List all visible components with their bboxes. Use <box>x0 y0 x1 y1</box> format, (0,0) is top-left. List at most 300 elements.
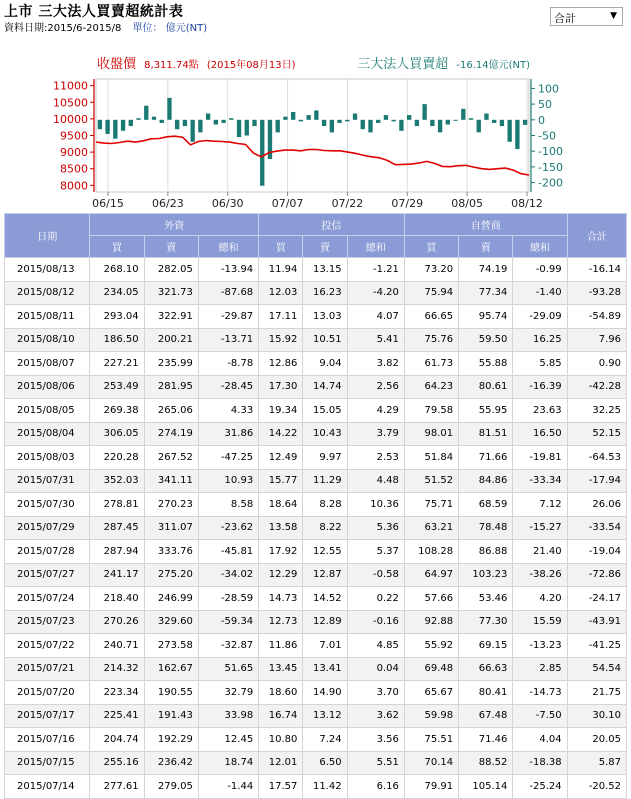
row-cell: 61.73 <box>404 352 458 376</box>
row-cell: 52.15 <box>567 422 626 446</box>
row-cell: 55.95 <box>459 399 513 423</box>
row-cell: 26.06 <box>567 493 626 517</box>
row-cell: 65.67 <box>404 681 458 705</box>
data-info <box>4 19 207 34</box>
row-cell: 333.76 <box>144 540 198 564</box>
row-cell: 8.28 <box>303 493 347 517</box>
left-tick-label: 11000 <box>53 79 88 93</box>
net-buy-bar <box>322 120 326 126</box>
row-cell: 279.05 <box>144 775 198 799</box>
row-cell: 287.94 <box>90 540 144 564</box>
unit-label: 單位： <box>132 23 163 34</box>
row-date: 2015/07/16 <box>5 728 90 752</box>
sub-header-3: 買 <box>259 236 303 258</box>
row-cell: -0.58 <box>347 563 404 587</box>
row-cell: 5.41 <box>347 328 404 352</box>
row-cell: 4.48 <box>347 469 404 493</box>
row-date: 2015/07/21 <box>5 657 90 681</box>
right-tick-label: -50 <box>538 129 556 143</box>
net-buy-bar <box>229 118 233 120</box>
row-cell: 200.21 <box>144 328 198 352</box>
row-date: 2015/07/23 <box>5 610 90 634</box>
net-buy-bar <box>144 106 148 120</box>
sub-header-5: 總和 <box>347 236 404 258</box>
row-cell: 75.76 <box>404 328 458 352</box>
net-buy-bar <box>492 120 496 123</box>
row-date: 2015/07/20 <box>5 681 90 705</box>
row-cell: 12.45 <box>198 728 258 752</box>
header-trust: 投信 <box>259 214 405 236</box>
row-cell: 223.34 <box>90 681 144 705</box>
row-cell: -13.23 <box>513 634 567 658</box>
header-dealer: 自營商 <box>404 214 567 236</box>
table-row <box>5 610 627 634</box>
row-cell: -29.09 <box>513 305 567 329</box>
net-buy-bar <box>422 104 426 120</box>
row-cell: 190.55 <box>144 681 198 705</box>
row-cell: 105.14 <box>459 775 513 799</box>
row-cell: 12.89 <box>303 610 347 634</box>
row-cell: -1.21 <box>347 258 404 282</box>
net-buy-bar <box>484 114 488 120</box>
row-cell: -13.71 <box>198 328 258 352</box>
net-buy-bar <box>314 110 318 119</box>
row-cell: 7.01 <box>303 634 347 658</box>
row-cell: -19.04 <box>567 540 626 564</box>
row-cell: -43.91 <box>567 610 626 634</box>
net-buy-bar <box>345 120 349 122</box>
table-row <box>5 469 627 493</box>
row-cell: 23.63 <box>513 399 567 423</box>
row-cell: 55.92 <box>404 634 458 658</box>
sub-header-2: 總和 <box>198 236 258 258</box>
row-cell: 4.33 <box>198 399 258 423</box>
net-buy-bar <box>198 120 202 133</box>
header-date: 日期 <box>5 214 90 258</box>
row-cell: 2.85 <box>513 657 567 681</box>
row-cell: -59.34 <box>198 610 258 634</box>
row-cell: 55.88 <box>459 352 513 376</box>
table-row <box>5 258 627 282</box>
row-cell: 81.51 <box>459 422 513 446</box>
plot-area <box>96 79 529 192</box>
row-cell: 64.97 <box>404 563 458 587</box>
row-cell: 9.04 <box>303 352 347 376</box>
net-buy-bar <box>276 120 280 133</box>
legend-net-buy: 三大法人買賣超 -16.14億元(NT) <box>357 57 530 72</box>
row-cell: 73.20 <box>404 258 458 282</box>
x-tick-label: 08/12 <box>511 197 543 210</box>
row-cell: 277.61 <box>90 775 144 799</box>
unit-value: 億元(NT) <box>165 23 208 34</box>
row-cell: 273.58 <box>144 634 198 658</box>
table-row <box>5 422 627 446</box>
row-cell: -41.25 <box>567 634 626 658</box>
row-cell: 235.99 <box>144 352 198 376</box>
row-cell: 66.63 <box>459 657 513 681</box>
row-cell: 265.06 <box>144 399 198 423</box>
row-cell: 4.29 <box>347 399 404 423</box>
chevron-down-icon[interactable]: ▼ <box>610 11 617 21</box>
row-cell: 57.66 <box>404 587 458 611</box>
row-cell: 79.91 <box>404 775 458 799</box>
net-buy-bar <box>415 120 419 126</box>
row-cell: 19.34 <box>259 399 303 423</box>
row-cell: 11.86 <box>259 634 303 658</box>
net-buy-bar <box>214 120 218 125</box>
row-cell: -19.81 <box>513 446 567 470</box>
row-cell: 14.22 <box>259 422 303 446</box>
row-cell: -34.02 <box>198 563 258 587</box>
chart <box>0 52 631 210</box>
row-cell: -0.99 <box>513 258 567 282</box>
row-cell: 10.36 <box>347 493 404 517</box>
row-cell: 274.19 <box>144 422 198 446</box>
row-cell: 282.05 <box>144 258 198 282</box>
header-total: 合計 <box>567 214 626 258</box>
row-cell: 64.23 <box>404 375 458 399</box>
table-row <box>5 352 627 376</box>
row-cell: 68.59 <box>459 493 513 517</box>
right-tick-label: -100 <box>538 145 563 159</box>
row-cell: 13.12 <box>303 704 347 728</box>
row-cell: 3.82 <box>347 352 404 376</box>
row-cell: -33.54 <box>567 516 626 540</box>
row-cell: 240.71 <box>90 634 144 658</box>
row-cell: 12.49 <box>259 446 303 470</box>
row-cell: 70.14 <box>404 751 458 775</box>
table-row <box>5 516 627 540</box>
row-cell: 13.41 <box>303 657 347 681</box>
net-buy-bar <box>291 112 295 120</box>
row-cell: 246.99 <box>144 587 198 611</box>
row-cell: 3.79 <box>347 422 404 446</box>
row-cell: 13.45 <box>259 657 303 681</box>
row-cell: -17.94 <box>567 469 626 493</box>
sub-header-1: 賣 <box>144 236 198 258</box>
row-cell: -38.26 <box>513 563 567 587</box>
row-cell: 71.66 <box>459 446 513 470</box>
row-date: 2015/08/05 <box>5 399 90 423</box>
right-tick-label: -200 <box>538 176 563 190</box>
left-tick-label: 10500 <box>53 96 88 110</box>
left-tick-label: 9500 <box>60 129 88 143</box>
row-cell: 5.37 <box>347 540 404 564</box>
row-cell: 10.93 <box>198 469 258 493</box>
net-buy-bar <box>368 120 372 133</box>
row-cell: 255.16 <box>90 751 144 775</box>
row-cell: -28.45 <box>198 375 258 399</box>
series-select-value: 合計 <box>554 12 576 25</box>
row-cell: 69.48 <box>404 657 458 681</box>
right-tick-label: 100 <box>538 82 559 96</box>
row-cell: -54.89 <box>567 305 626 329</box>
row-date: 2015/07/22 <box>5 634 90 658</box>
row-date: 2015/07/24 <box>5 587 90 611</box>
row-cell: 12.01 <box>259 751 303 775</box>
row-cell: 4.04 <box>513 728 567 752</box>
row-cell: 6.16 <box>347 775 404 799</box>
row-cell: 12.86 <box>259 352 303 376</box>
row-cell: 253.49 <box>90 375 144 399</box>
row-cell: 192.29 <box>144 728 198 752</box>
table-row <box>5 375 627 399</box>
sub-header-4: 賣 <box>303 236 347 258</box>
row-cell: 5.36 <box>347 516 404 540</box>
net-buy-bar <box>206 114 210 120</box>
row-cell: 14.73 <box>259 587 303 611</box>
row-cell: 270.23 <box>144 493 198 517</box>
table-row <box>5 728 627 752</box>
net-buy-bar <box>407 115 411 120</box>
row-cell: 236.42 <box>144 751 198 775</box>
net-buy-bar <box>515 120 519 149</box>
row-cell: 14.90 <box>303 681 347 705</box>
left-tick-label: 9000 <box>60 146 88 160</box>
net-buy-bar <box>283 117 287 120</box>
x-tick-label: 06/15 <box>92 197 124 210</box>
net-buy-bar <box>252 120 256 126</box>
net-buy-bar <box>500 120 504 126</box>
table-row <box>5 657 627 681</box>
date-range: 資料日期:2015/6-2015/8 <box>4 23 122 34</box>
row-cell: 59.50 <box>459 328 513 352</box>
net-buy-bar <box>330 120 334 133</box>
row-cell: 281.95 <box>144 375 198 399</box>
row-cell: 98.01 <box>404 422 458 446</box>
net-buy-bar <box>508 120 512 142</box>
row-cell: 9.97 <box>303 446 347 470</box>
row-cell: -25.24 <box>513 775 567 799</box>
table-row <box>5 751 627 775</box>
net-buy-bar <box>384 115 388 120</box>
net-buy-bar <box>399 120 403 131</box>
row-cell: 75.51 <box>404 728 458 752</box>
sub-header-8: 總和 <box>513 236 567 258</box>
net-buy-bar <box>361 120 365 129</box>
row-cell: 18.74 <box>198 751 258 775</box>
row-cell: 7.24 <box>303 728 347 752</box>
row-cell: 0.22 <box>347 587 404 611</box>
row-cell: 32.79 <box>198 681 258 705</box>
row-cell: 3.56 <box>347 728 404 752</box>
data-table <box>4 213 627 799</box>
row-cell: 12.03 <box>259 281 303 305</box>
row-date: 2015/08/03 <box>5 446 90 470</box>
row-cell: 75.71 <box>404 493 458 517</box>
row-cell: 220.28 <box>90 446 144 470</box>
row-cell: -87.68 <box>198 281 258 305</box>
row-cell: -28.59 <box>198 587 258 611</box>
row-cell: 108.28 <box>404 540 458 564</box>
row-cell: 0.04 <box>347 657 404 681</box>
row-cell: -29.87 <box>198 305 258 329</box>
row-cell: 0.90 <box>567 352 626 376</box>
row-cell: 3.70 <box>347 681 404 705</box>
row-cell: 14.74 <box>303 375 347 399</box>
row-date: 2015/07/29 <box>5 516 90 540</box>
row-cell: 79.58 <box>404 399 458 423</box>
net-buy-bar <box>430 120 434 126</box>
row-cell: 16.23 <box>303 281 347 305</box>
row-cell: -0.16 <box>347 610 404 634</box>
row-cell: 5.51 <box>347 751 404 775</box>
row-cell: 11.29 <box>303 469 347 493</box>
row-cell: -1.44 <box>198 775 258 799</box>
row-cell: 88.52 <box>459 751 513 775</box>
table-row <box>5 540 627 564</box>
row-cell: 33.98 <box>198 704 258 728</box>
row-cell: -32.87 <box>198 634 258 658</box>
row-cell: -20.52 <box>567 775 626 799</box>
row-cell: 92.88 <box>404 610 458 634</box>
row-cell: 191.43 <box>144 704 198 728</box>
table-row <box>5 399 627 423</box>
table-row <box>5 328 627 352</box>
row-cell: 162.67 <box>144 657 198 681</box>
row-cell: 15.05 <box>303 399 347 423</box>
row-cell: 267.52 <box>144 446 198 470</box>
row-cell: 17.11 <box>259 305 303 329</box>
net-buy-bar <box>121 120 125 131</box>
row-cell: 14.52 <box>303 587 347 611</box>
row-cell: 2.53 <box>347 446 404 470</box>
row-cell: 227.21 <box>90 352 144 376</box>
page-title: 上市 三大法人買賣超統計表 <box>4 4 184 20</box>
net-buy-bar <box>167 98 171 120</box>
row-cell: -18.38 <box>513 751 567 775</box>
row-cell: -16.39 <box>513 375 567 399</box>
row-cell: 13.58 <box>259 516 303 540</box>
row-cell: -14.73 <box>513 681 567 705</box>
row-date: 2015/08/07 <box>5 352 90 376</box>
row-cell: 329.60 <box>144 610 198 634</box>
row-date: 2015/07/31 <box>5 469 90 493</box>
net-buy-bar <box>136 118 140 120</box>
row-cell: 95.74 <box>459 305 513 329</box>
row-cell: -42.28 <box>567 375 626 399</box>
row-cell: 13.15 <box>303 258 347 282</box>
row-cell: 270.26 <box>90 610 144 634</box>
row-cell: 287.45 <box>90 516 144 540</box>
net-buy-bar <box>306 115 310 120</box>
row-cell: 4.85 <box>347 634 404 658</box>
row-cell: 17.30 <box>259 375 303 399</box>
row-cell: 51.84 <box>404 446 458 470</box>
row-cell: 6.50 <box>303 751 347 775</box>
sub-header-0: 買 <box>90 236 144 258</box>
net-buy-bar <box>190 120 194 142</box>
row-cell: 7.12 <box>513 493 567 517</box>
net-buy-bar <box>477 120 481 133</box>
legend-close-price: 收盤價 8,311.74點 (2015年08月13日) <box>97 57 296 72</box>
sub-header-6: 買 <box>404 236 458 258</box>
net-buy-bar <box>175 120 179 129</box>
table-row <box>5 681 627 705</box>
row-cell: 8.22 <box>303 516 347 540</box>
table-row <box>5 563 627 587</box>
row-cell: 15.77 <box>259 469 303 493</box>
net-buy-bar <box>469 118 473 120</box>
net-buy-bar <box>237 120 241 137</box>
net-buy-bar <box>438 120 442 133</box>
row-cell: 186.50 <box>90 328 144 352</box>
net-buy-bar <box>392 120 396 122</box>
row-cell: 275.20 <box>144 563 198 587</box>
row-cell: 77.30 <box>459 610 513 634</box>
table-row <box>5 775 627 799</box>
row-cell: 20.05 <box>567 728 626 752</box>
row-cell: 63.21 <box>404 516 458 540</box>
row-cell: 12.87 <box>303 563 347 587</box>
row-cell: 7.96 <box>567 328 626 352</box>
row-cell: 3.62 <box>347 704 404 728</box>
row-cell: -7.50 <box>513 704 567 728</box>
row-cell: 11.94 <box>259 258 303 282</box>
row-cell: 278.81 <box>90 493 144 517</box>
row-cell: 86.88 <box>459 540 513 564</box>
row-cell: 4.07 <box>347 305 404 329</box>
row-cell: 12.29 <box>259 563 303 587</box>
right-tick-label: 50 <box>538 98 552 112</box>
row-cell: -23.62 <box>198 516 258 540</box>
row-cell: 10.43 <box>303 422 347 446</box>
row-date: 2015/08/12 <box>5 281 90 305</box>
row-cell: 80.61 <box>459 375 513 399</box>
series-select[interactable] <box>550 7 623 26</box>
row-cell: 21.40 <box>513 540 567 564</box>
row-cell: 16.74 <box>259 704 303 728</box>
left-tick-label: 8500 <box>60 162 88 176</box>
row-cell: 17.92 <box>259 540 303 564</box>
x-tick-label: 07/22 <box>331 197 364 210</box>
row-cell: 18.60 <box>259 681 303 705</box>
row-cell: 71.46 <box>459 728 513 752</box>
row-cell: 268.10 <box>90 258 144 282</box>
row-cell: 69.15 <box>459 634 513 658</box>
row-cell: -45.81 <box>198 540 258 564</box>
table-row <box>5 305 627 329</box>
net-buy-bar <box>337 120 341 123</box>
row-cell: 51.52 <box>404 469 458 493</box>
row-cell: 11.42 <box>303 775 347 799</box>
row-cell: 269.38 <box>90 399 144 423</box>
row-cell: 311.07 <box>144 516 198 540</box>
row-cell: 18.64 <box>259 493 303 517</box>
row-date: 2015/07/27 <box>5 563 90 587</box>
row-cell: 66.65 <box>404 305 458 329</box>
row-cell: 2.56 <box>347 375 404 399</box>
row-date: 2015/08/11 <box>5 305 90 329</box>
row-cell: -4.20 <box>347 281 404 305</box>
row-cell: 15.59 <box>513 610 567 634</box>
row-cell: 241.17 <box>90 563 144 587</box>
row-cell: 74.19 <box>459 258 513 282</box>
row-date: 2015/08/10 <box>5 328 90 352</box>
table-row <box>5 587 627 611</box>
row-date: 2015/07/14 <box>5 775 90 799</box>
row-cell: 10.80 <box>259 728 303 752</box>
net-buy-bar <box>105 120 109 134</box>
row-cell: 5.87 <box>567 751 626 775</box>
row-cell: 8.58 <box>198 493 258 517</box>
row-cell: -24.17 <box>567 587 626 611</box>
row-cell: 4.20 <box>513 587 567 611</box>
row-cell: 306.05 <box>90 422 144 446</box>
row-cell: -93.28 <box>567 281 626 305</box>
row-cell: 225.41 <box>90 704 144 728</box>
net-buy-bar <box>98 120 102 129</box>
